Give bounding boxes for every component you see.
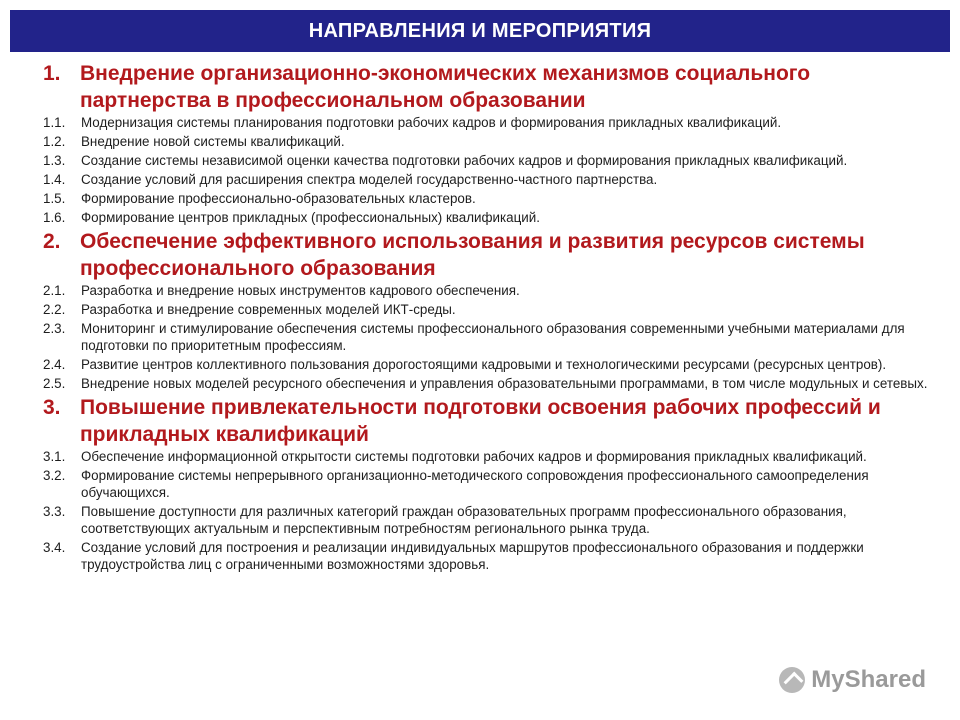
item-text: Формирование системы непрерывного организационно-методического сопровождения профессионального самоопределения обучающихся. xyxy=(81,468,869,500)
play-logo-icon xyxy=(779,667,805,693)
item-text: Разработка и внедрение современных моделей ИКТ-среды. xyxy=(81,302,456,317)
item-number: 2.2. xyxy=(43,302,66,317)
item-text: Формирование профессионально-образовательных кластеров. xyxy=(81,191,476,206)
list-item xyxy=(0,171,960,188)
watermark-text: MyShared xyxy=(811,666,926,693)
item-number: 1.5. xyxy=(43,191,66,206)
section-number: 3. xyxy=(43,396,61,419)
list-item xyxy=(0,356,960,373)
item-text: Развитие центров коллективного пользования дорогостоящими кадровыми и технологическими ресурсами (ресурсных центров). xyxy=(81,357,887,372)
item-number: 1.1. xyxy=(43,115,66,130)
list-item xyxy=(0,282,960,299)
directions-list xyxy=(0,58,960,575)
item-number: 1.6. xyxy=(43,210,66,225)
item-number: 2.1. xyxy=(43,283,66,298)
item-text: Модернизация системы планирования подготовки рабочих кадров и формирования прикладных квалификаций. xyxy=(81,115,782,130)
section-heading xyxy=(0,394,960,448)
list-item xyxy=(0,114,960,131)
item-text: Создание условий для построения и реализации индивидуальных маршрутов профессионального образования и поддержки трудоустройства лиц с ограниченными возможностями здоровья. xyxy=(81,540,864,572)
item-number: 2.4. xyxy=(43,357,66,372)
item-number: 3.1. xyxy=(43,449,66,464)
watermark xyxy=(779,666,926,694)
list-item xyxy=(0,301,960,318)
section-number: 1. xyxy=(43,62,61,85)
item-number: 1.2. xyxy=(43,134,66,149)
item-number: 3.4. xyxy=(43,540,66,555)
section-title: Повышение привлекательности подготовки освоения рабочих профессий и прикладных квалификаций xyxy=(80,396,881,446)
section-heading xyxy=(0,228,960,282)
item-number: 1.4. xyxy=(43,172,66,187)
item-number: 3.2. xyxy=(43,468,66,483)
list-item xyxy=(0,320,960,354)
item-text: Внедрение новой системы квалификаций. xyxy=(81,134,345,149)
list-item xyxy=(0,448,960,465)
item-text: Формирование центров прикладных (профессиональных) квалификаций. xyxy=(81,210,540,225)
list-item xyxy=(0,503,960,537)
item-number: 2.5. xyxy=(43,376,66,391)
item-text: Внедрение новых моделей ресурсного обеспечения и управления образовательными программами, в том числе модульных и сетевых. xyxy=(81,376,928,391)
item-number: 1.3. xyxy=(43,153,66,168)
section-number: 2. xyxy=(43,230,61,253)
list-item xyxy=(0,190,960,207)
list-item xyxy=(0,133,960,150)
item-text: Обеспечение информационной открытости системы подготовки рабочих кадров и формирования прикладных квалификаций. xyxy=(81,449,867,464)
page-title: НАПРАВЛЕНИЯ И МЕРОПРИЯТИЯ xyxy=(10,10,950,52)
list-item xyxy=(0,209,960,226)
list-item xyxy=(0,467,960,501)
item-text: Разработка и внедрение новых инструментов кадрового обеспечения. xyxy=(81,283,520,298)
item-text: Создание условий для расширения спектра моделей государственно-частного партнерства. xyxy=(81,172,658,187)
section-title: Обеспечение эффективного использования и развития ресурсов системы профессионального образования xyxy=(80,230,865,280)
list-item xyxy=(0,375,960,392)
section-heading xyxy=(0,60,960,114)
item-number: 3.3. xyxy=(43,504,66,519)
section-title: Внедрение организационно-экономических механизмов социального партнерства в профессиональном образовании xyxy=(80,62,811,112)
item-text: Повышение доступности для различных категорий граждан образовательных программ профессионального образования, соответствующих актуальным и перспективным потребностям регионального рынка труда. xyxy=(81,504,847,536)
item-number: 2.3. xyxy=(43,321,66,336)
item-text: Мониторинг и стимулирование обеспечения системы профессионального образования современными учебными материалами для подготовки по приоритетным профессиям. xyxy=(81,321,905,353)
item-text: Создание системы независимой оценки качества подготовки рабочих кадров и формирования прикладных квалификаций. xyxy=(81,153,848,168)
list-item xyxy=(0,539,960,573)
list-item xyxy=(0,152,960,169)
